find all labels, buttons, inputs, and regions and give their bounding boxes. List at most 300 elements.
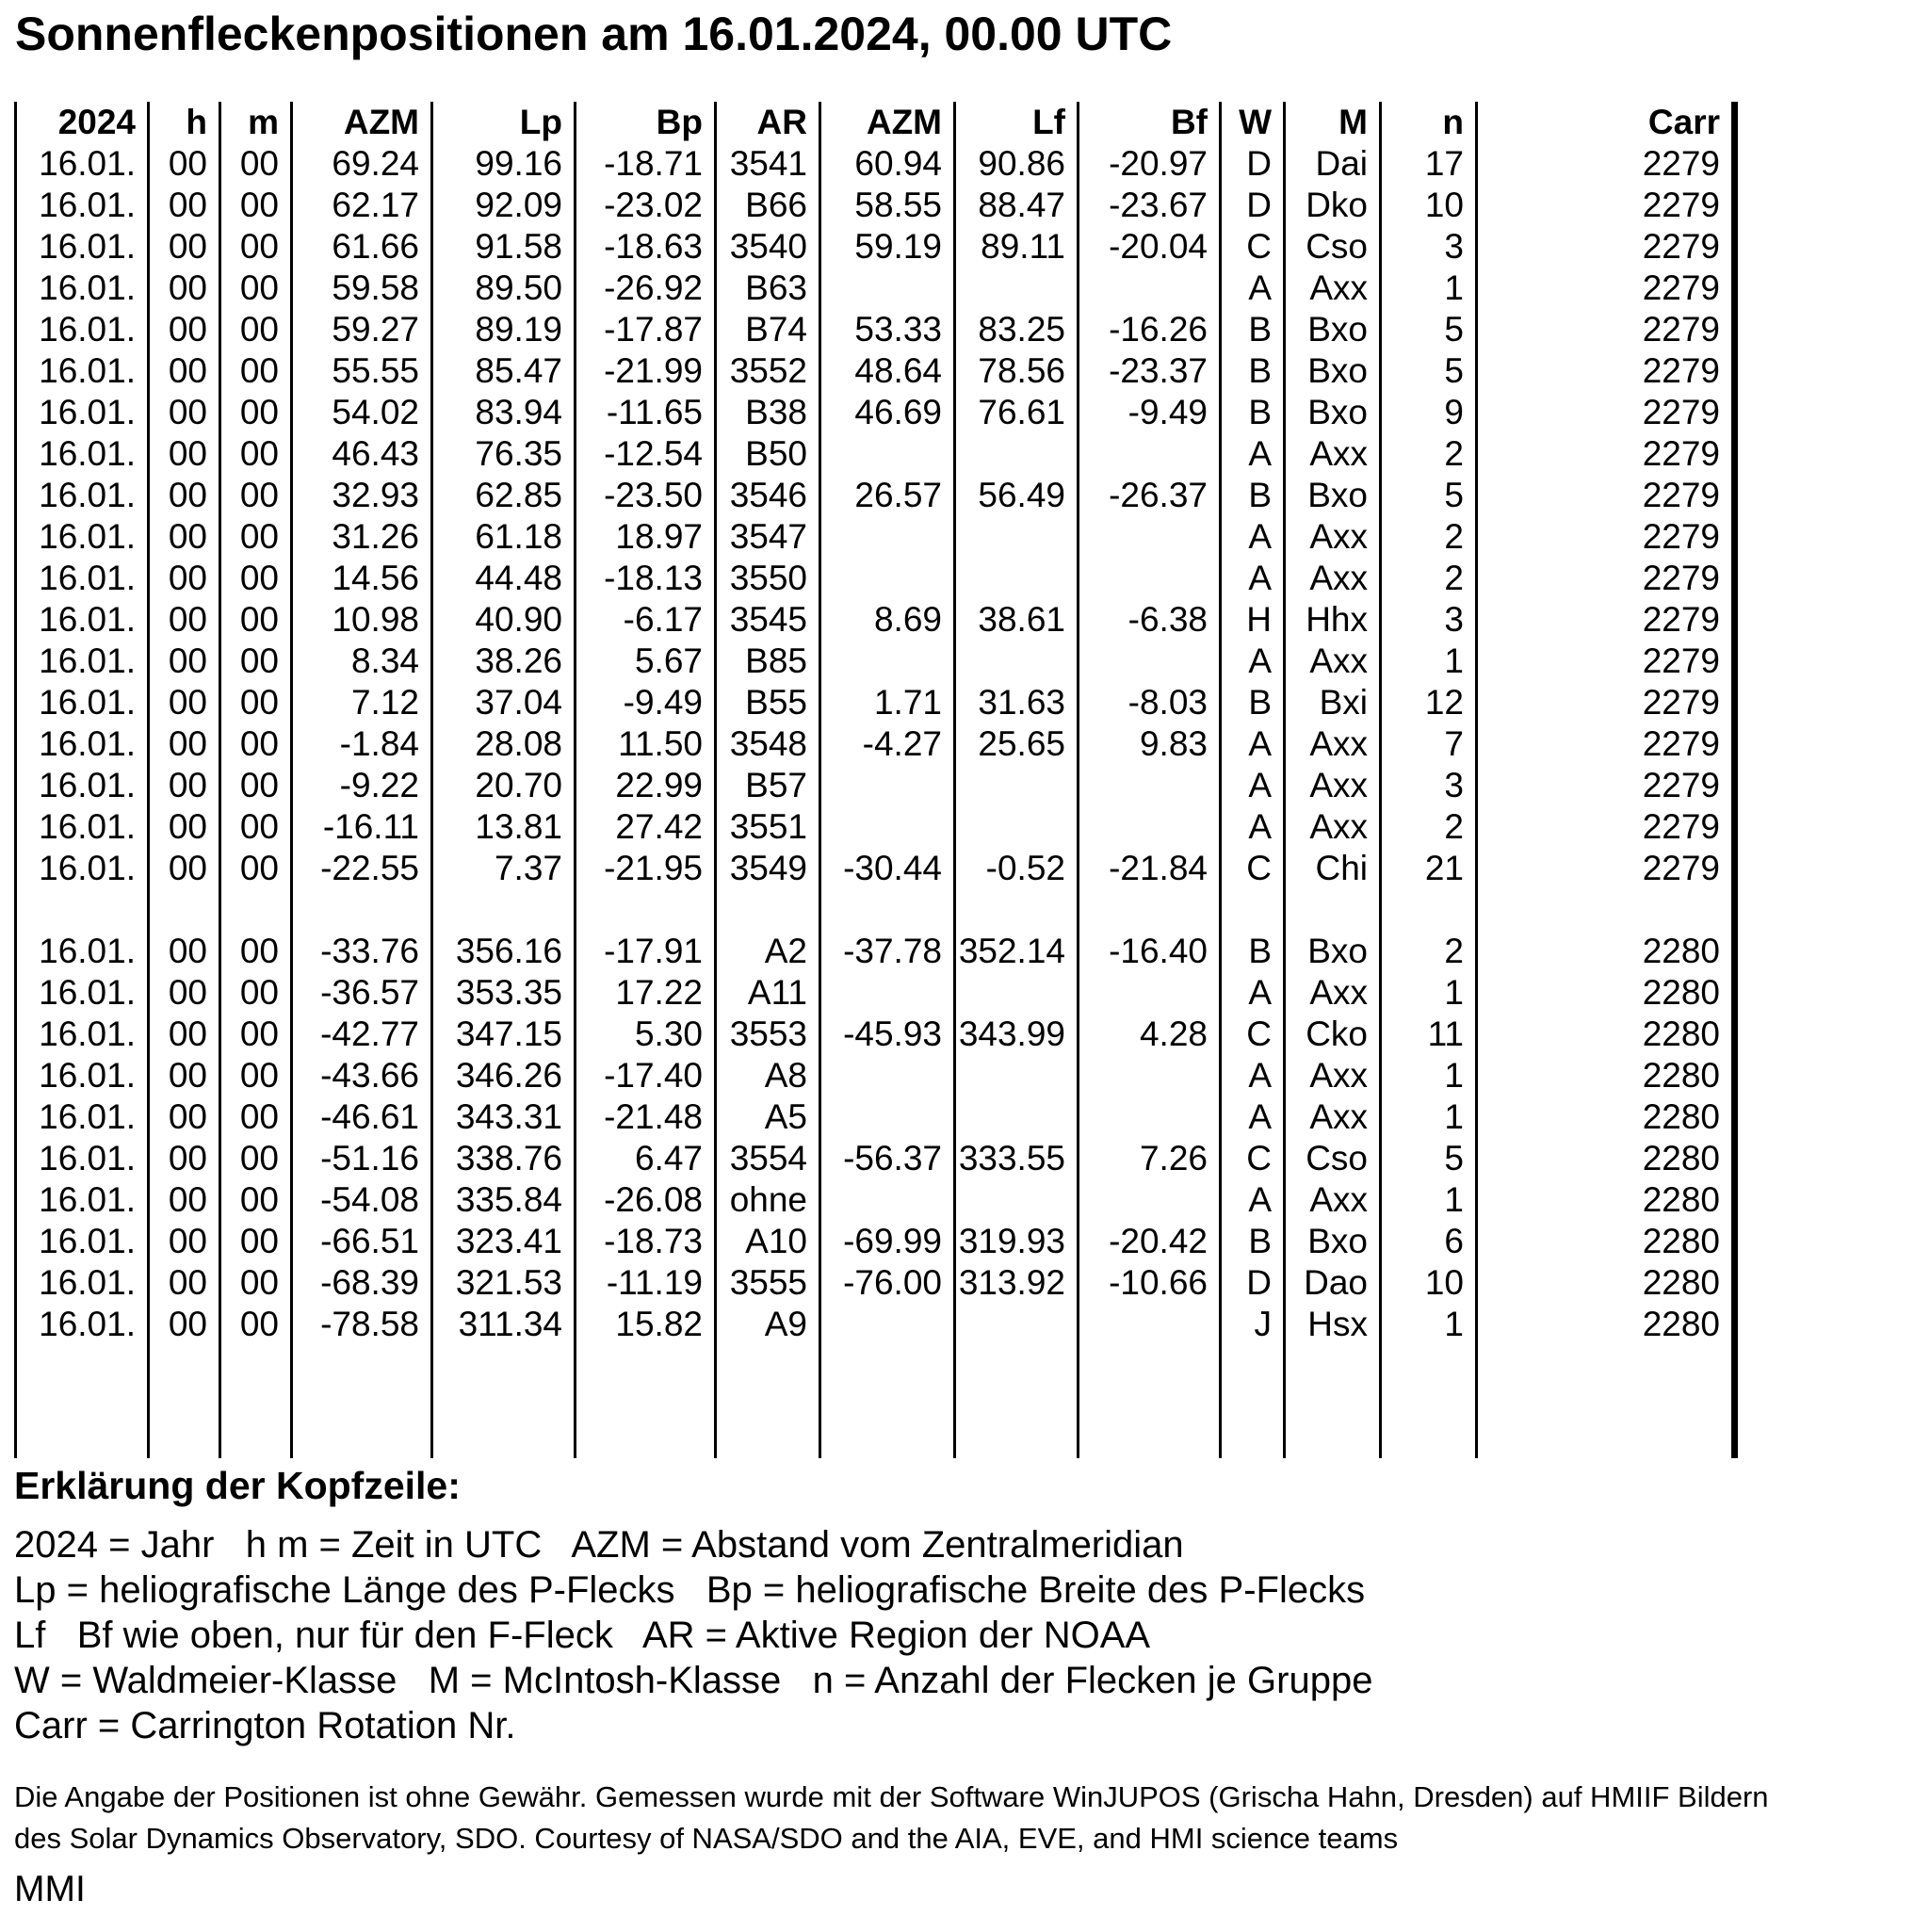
table-cell: 2280 [1478,1014,1738,1055]
table-cell: -78.58 [293,1304,433,1345]
table-cell: 7.12 [293,682,433,723]
table-cell: 61.18 [433,516,576,558]
table-cell: 76.35 [433,433,576,475]
table-cell: 40.90 [433,599,576,641]
legend-lines [14,1522,1372,1748]
table-cell [821,268,956,309]
table-cell: 2279 [1478,309,1738,350]
table-cell: 00 [221,392,293,433]
table-cell: 38.26 [433,641,576,682]
table-cell: 5 [1382,1138,1478,1179]
table-cell: -22.55 [293,848,433,889]
table-cell: 338.76 [433,1138,576,1179]
table-cell: 2279 [1478,268,1738,309]
table-cell: 31.26 [293,516,433,558]
table-cell [956,972,1079,1014]
table-cell: 00 [221,1096,293,1138]
table-cell: Axx [1286,972,1382,1014]
table-cell: 5 [1382,475,1478,516]
table-cell: -23.02 [576,185,717,226]
table-cell: 2 [1382,931,1478,972]
table-cell: 3541 [717,143,821,185]
table-cell: Dai [1286,143,1382,185]
table-cell: 16.01. [17,972,150,1014]
table-filler-cell [956,1345,1079,1458]
table-cell: -21.48 [576,1096,717,1138]
table-filler-cell [433,1345,576,1458]
table-cell [821,806,956,848]
table-cell: 1 [1382,1096,1478,1138]
legend-line: Lp = heliografische Länge des P-Flecks Bp = heliografische Breite des P-Flecks [14,1569,1366,1611]
table-cell: Bxi [1286,682,1382,723]
table-cell: 16.01. [17,392,150,433]
table-cell: 2279 [1478,682,1738,723]
table-spacer-cell [1079,889,1222,931]
table-cell: 3 [1382,765,1478,806]
table-cell: 7.37 [433,848,576,889]
table-cell: 00 [221,558,293,599]
table-cell: 6.47 [576,1138,717,1179]
table-cell [956,1304,1079,1345]
table-cell: -69.99 [821,1221,956,1262]
table-cell: -26.92 [576,268,717,309]
table-cell [821,558,956,599]
table-cell: 20.70 [433,765,576,806]
table-cell: J [1222,1304,1286,1345]
table-cell: 00 [150,433,221,475]
table-cell: Bxo [1286,309,1382,350]
table-cell: 16.01. [17,931,150,972]
table-cell: 4.28 [1079,1014,1222,1055]
table-cell: 00 [221,1014,293,1055]
table-cell: -17.87 [576,309,717,350]
table-cell: 16.01. [17,268,150,309]
table-cell: -23.37 [1079,350,1222,392]
table-cell: 61.66 [293,226,433,268]
table-cell: 00 [221,1138,293,1179]
table-cell: 59.58 [293,268,433,309]
table-header-cell: AZM [293,102,433,143]
table-cell: 00 [221,931,293,972]
table-filler-cell [1222,1345,1286,1458]
table-cell: -20.42 [1079,1221,1222,1262]
table-cell: 00 [150,848,221,889]
table-cell: 3554 [717,1138,821,1179]
table-cell: 5.30 [576,1014,717,1055]
table-cell: 60.94 [821,143,956,185]
table-cell: 3545 [717,599,821,641]
table-cell: 76.61 [956,392,1079,433]
table-cell [1079,558,1222,599]
table-filler-cell [293,1345,433,1458]
table-cell: 2 [1382,516,1478,558]
table-filler-cell [1382,1345,1478,1458]
table-cell: 00 [150,972,221,1014]
table-filler-cell [717,1345,821,1458]
table-header-cell: m [221,102,293,143]
table-cell: Axx [1286,1096,1382,1138]
table-cell: 16.01. [17,143,150,185]
table-cell: 00 [150,1055,221,1096]
table-cell: 00 [150,143,221,185]
table-spacer-cell [717,889,821,931]
table-cell: 2280 [1478,972,1738,1014]
table-cell: A [1222,558,1286,599]
table-cell: 18.97 [576,516,717,558]
table-cell: 343.31 [433,1096,576,1138]
table-cell: 15.82 [576,1304,717,1345]
table-cell: -23.50 [576,475,717,516]
table-cell: 313.92 [956,1262,1079,1304]
table-cell: 00 [221,972,293,1014]
table-cell: Bxo [1286,931,1382,972]
table-header-cell: n [1382,102,1478,143]
table-cell: -37.78 [821,931,956,972]
table-cell: -46.61 [293,1096,433,1138]
table-cell: B [1222,350,1286,392]
table-cell: D [1222,143,1286,185]
legend-heading: Erklärung der Kopfzeile: [14,1464,461,1507]
table-cell: 21 [1382,848,1478,889]
table-cell: 00 [150,1262,221,1304]
table-cell: 91.58 [433,226,576,268]
table-cell: 3555 [717,1262,821,1304]
table-cell: Axx [1286,268,1382,309]
table-cell [1079,1055,1222,1096]
table-cell: 16.01. [17,185,150,226]
table-cell [1079,972,1222,1014]
table-cell [821,1304,956,1345]
table-cell: 00 [221,765,293,806]
table-cell: 00 [150,475,221,516]
table-cell: 00 [221,723,293,765]
table-cell: 00 [221,1262,293,1304]
table-cell: -1.84 [293,723,433,765]
table-cell: B55 [717,682,821,723]
table-cell [821,1096,956,1138]
table-cell: 92.09 [433,185,576,226]
table-cell: 2279 [1478,350,1738,392]
table-cell: A [1222,806,1286,848]
table-cell: 00 [221,268,293,309]
table-cell: 16.01. [17,765,150,806]
table-cell: -16.11 [293,806,433,848]
table-cell: 59.27 [293,309,433,350]
table-cell: B38 [717,392,821,433]
table-cell: 347.15 [433,1014,576,1055]
table-cell: 00 [221,1221,293,1262]
table-cell: 2279 [1478,516,1738,558]
table-cell: 00 [150,392,221,433]
table-cell: B85 [717,641,821,682]
table-cell: 3546 [717,475,821,516]
table-cell: 2279 [1478,723,1738,765]
table-cell: -21.84 [1079,848,1222,889]
table-cell: 1.71 [821,682,956,723]
table-cell: -18.13 [576,558,717,599]
table-cell: 00 [221,226,293,268]
table-cell: C [1222,226,1286,268]
table-cell: 90.86 [956,143,1079,185]
table-cell: 2280 [1478,1304,1738,1345]
table-cell: -42.77 [293,1014,433,1055]
table-cell: 16.01. [17,516,150,558]
table-cell: 2279 [1478,143,1738,185]
table-cell: 89.50 [433,268,576,309]
table-cell: 16.01. [17,1138,150,1179]
table-cell: 319.93 [956,1221,1079,1262]
table-spacer-cell [821,889,956,931]
table-cell: 00 [150,931,221,972]
table-cell [1079,433,1222,475]
table-cell: 321.53 [433,1262,576,1304]
table-cell: 89.19 [433,309,576,350]
table-header-cell: Bf [1079,102,1222,143]
table-filler-cell [1478,1345,1738,1458]
table-cell [821,433,956,475]
table-cell: -33.76 [293,931,433,972]
table-cell: A9 [717,1304,821,1345]
table-cell: 89.11 [956,226,1079,268]
legend-line: 2024 = Jahr h m = Zeit in UTC AZM = Abstand vom Zentralmeridian [14,1524,1184,1566]
table-cell: A [1222,433,1286,475]
table-cell: 78.56 [956,350,1079,392]
table-cell: 00 [221,475,293,516]
disclaimer-line: Die Angabe der Positionen ist ohne Gewähr. Gemessen wurde mit der Software WinJUPOS (Grischa Hahn, Dresden) auf HMIIF Bildern [14,1780,1769,1813]
table-spacer-cell [1478,889,1738,931]
table-cell: B [1222,392,1286,433]
table-cell: Axx [1286,516,1382,558]
table-cell: 00 [221,1055,293,1096]
table-cell: 00 [150,1138,221,1179]
table-cell: 1 [1382,1179,1478,1221]
table-cell: 9 [1382,392,1478,433]
table-cell: 311.34 [433,1304,576,1345]
legend-line: Lf Bf wie oben, nur für den F-Fleck AR = Aktive Region der NOAA [14,1615,1151,1656]
table-header-cell: Carr [1478,102,1738,143]
table-cell: Axx [1286,1179,1382,1221]
table-cell: 8.69 [821,599,956,641]
table-spacer-cell [1222,889,1286,931]
legend-line: Carr = Carrington Rotation Nr. [14,1705,516,1746]
table-cell: 83.25 [956,309,1079,350]
table-cell: C [1222,848,1286,889]
table-cell: -20.97 [1079,143,1222,185]
table-cell: 00 [221,1179,293,1221]
table-filler-cell [1079,1345,1222,1458]
table-cell: -56.37 [821,1138,956,1179]
table-cell: 11.50 [576,723,717,765]
table-cell [1079,806,1222,848]
table-cell: C [1222,1138,1286,1179]
table-cell [821,1055,956,1096]
table-cell: 16.01. [17,1304,150,1345]
table-cell: Axx [1286,641,1382,682]
table-cell: -17.40 [576,1055,717,1096]
table-cell: Dko [1286,185,1382,226]
table-cell [1079,765,1222,806]
table-cell: -8.03 [1079,682,1222,723]
table-cell: -16.40 [1079,931,1222,972]
table-cell: 2280 [1478,1096,1738,1138]
table-cell: 3550 [717,558,821,599]
table-cell: -18.73 [576,1221,717,1262]
table-cell: 2280 [1478,1221,1738,1262]
table-cell: 10 [1382,1262,1478,1304]
table-cell: Bxo [1286,350,1382,392]
table-cell: -9.22 [293,765,433,806]
table-cell: 00 [221,516,293,558]
table-cell: 00 [150,682,221,723]
table-cell: H [1222,599,1286,641]
table-cell: 16.01. [17,641,150,682]
table-cell: 2280 [1478,1179,1738,1221]
disclaimer-line: des Solar Dynamics Observatory, SDO. Courtesy of NASA/SDO and the AIA, EVE, and HMI science teams [14,1822,1399,1855]
table-cell: 2279 [1478,226,1738,268]
table-cell: -54.08 [293,1179,433,1221]
table-filler-cell [17,1345,150,1458]
table-cell: -43.66 [293,1055,433,1096]
table-cell: 00 [221,682,293,723]
table-cell [956,641,1079,682]
table-cell: Bxo [1286,392,1382,433]
table-cell: 00 [221,433,293,475]
table-cell: 00 [150,309,221,350]
table-cell: -26.37 [1079,475,1222,516]
table-cell: 56.49 [956,475,1079,516]
table-cell: 3 [1382,226,1478,268]
table-cell [821,641,956,682]
table-spacer-cell [150,889,221,931]
table-cell [821,972,956,1014]
table-cell: 16.01. [17,848,150,889]
table-cell: 3 [1382,599,1478,641]
table-cell: B74 [717,309,821,350]
table-cell [1079,1179,1222,1221]
table-cell: A [1222,1096,1286,1138]
table-cell: -6.17 [576,599,717,641]
table-cell: 99.16 [433,143,576,185]
table-cell: 14.56 [293,558,433,599]
table-header-cell: h [150,102,221,143]
table-cell: 16.01. [17,1221,150,1262]
table-cell: 1 [1382,641,1478,682]
table-spacer-cell [1382,889,1478,931]
table-cell: Axx [1286,806,1382,848]
table-filler-cell [221,1345,293,1458]
table-cell [1079,1304,1222,1345]
table-cell: 2279 [1478,185,1738,226]
table-cell: 00 [150,806,221,848]
table-cell [956,1055,1079,1096]
table-cell: A [1222,268,1286,309]
table-cell: ohne [717,1179,821,1221]
table-cell: 62.17 [293,185,433,226]
table-cell: -76.00 [821,1262,956,1304]
table-cell: 46.69 [821,392,956,433]
table-spacer-cell [576,889,717,931]
table-cell: -21.99 [576,350,717,392]
table-cell: 1 [1382,268,1478,309]
table-cell: A [1222,972,1286,1014]
table-cell: 00 [221,185,293,226]
table-cell: 335.84 [433,1179,576,1221]
table-cell: Chi [1286,848,1382,889]
table-spacer-cell [221,889,293,931]
table-cell: 323.41 [433,1221,576,1262]
table-cell: 5 [1382,350,1478,392]
table-cell: -9.49 [576,682,717,723]
table-cell: 00 [150,1014,221,1055]
table-cell: 2279 [1478,599,1738,641]
table-cell: 343.99 [956,1014,1079,1055]
table-cell: 48.64 [821,350,956,392]
table-cell: 00 [221,143,293,185]
table-cell [821,765,956,806]
table-cell: 1 [1382,1055,1478,1096]
table-cell: 00 [150,350,221,392]
table-cell: D [1222,185,1286,226]
table-cell: -45.93 [821,1014,956,1055]
table-cell: 26.57 [821,475,956,516]
signature: MMI [14,1869,86,1909]
table-header-cell: M [1286,102,1382,143]
table-header-cell: Lf [956,102,1079,143]
table-cell: -11.65 [576,392,717,433]
table-cell: B [1222,931,1286,972]
table-cell [956,1179,1079,1221]
table-cell: 2280 [1478,931,1738,972]
table-header-cell: Lp [433,102,576,143]
table-cell: 2280 [1478,1055,1738,1096]
table-cell: 6 [1382,1221,1478,1262]
table-cell: 27.42 [576,806,717,848]
table-cell: -51.16 [293,1138,433,1179]
table-cell [956,268,1079,309]
table-cell: 3549 [717,848,821,889]
table-cell: 356.16 [433,931,576,972]
table-cell: 2279 [1478,475,1738,516]
table-cell: Cso [1286,226,1382,268]
table-filler-cell [1286,1345,1382,1458]
table-cell: 16.01. [17,433,150,475]
table-cell [956,558,1079,599]
table-cell: 5.67 [576,641,717,682]
table-spacer-cell [293,889,433,931]
table-cell: A11 [717,972,821,1014]
table-cell: A5 [717,1096,821,1138]
table-cell: 00 [150,1179,221,1221]
table-cell: 353.35 [433,972,576,1014]
table-cell: 16.01. [17,1262,150,1304]
table-cell: 13.81 [433,806,576,848]
table-cell: B50 [717,433,821,475]
table-cell: C [1222,1014,1286,1055]
table-cell: 7 [1382,723,1478,765]
table-cell: 00 [150,1096,221,1138]
table-cell: 38.61 [956,599,1079,641]
table-cell: 00 [150,599,221,641]
table-cell: -17.91 [576,931,717,972]
table-cell: 00 [221,806,293,848]
table-cell: 3553 [717,1014,821,1055]
table-cell: 2279 [1478,392,1738,433]
table-cell: 16.01. [17,682,150,723]
table-cell: 10.98 [293,599,433,641]
table-cell: 88.47 [956,185,1079,226]
table-filler-cell [821,1345,956,1458]
table-cell: 5 [1382,309,1478,350]
